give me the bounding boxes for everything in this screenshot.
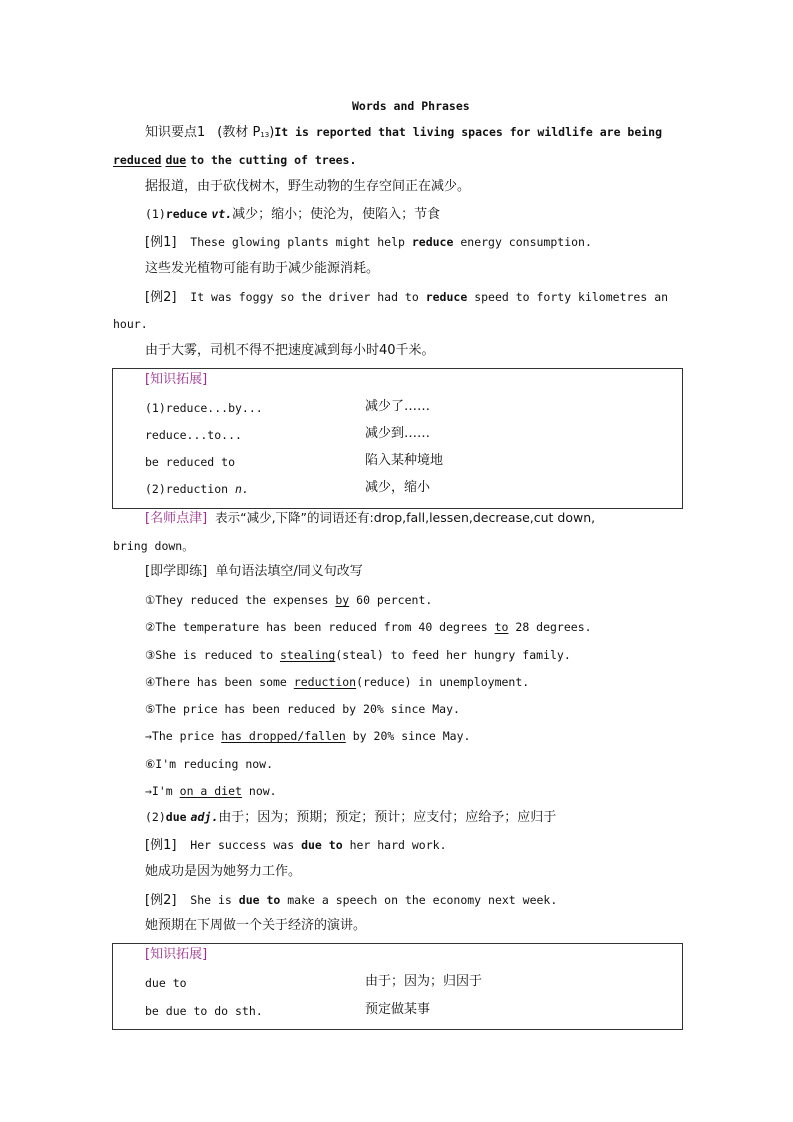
answer-blank: by (335, 593, 350, 607)
practice-q6-rewrite: →I'm on a diet now. (145, 784, 277, 798)
answer-blank: stealing (279, 648, 336, 662)
key-sentence-part2: to the cutting of trees. (190, 153, 357, 167)
reduce-example-2: [例2] It was foggy so the driver had to reduce speed to forty kilometres an (145, 290, 669, 305)
key-word-due: due (165, 153, 187, 167)
reduce-definition: (1)reduce vt.减少；缩小；使沦为，使陷入；节食 (145, 207, 441, 222)
box1-row-4-zh: 减少，缩小 (365, 480, 431, 495)
practice-heading: [即学即练] 单句语法填空/同义句改写 (145, 564, 363, 579)
key-point-line (145, 124, 662, 143)
key-sentence-line2 (113, 152, 356, 168)
key-point-label: 知识要点1 (145, 125, 206, 140)
source-ref: (教材 P13) (217, 125, 275, 140)
answer-blank: on a diet (179, 784, 242, 798)
key-sentence-part1: It is reported that living spaces for wildlife are being (274, 125, 663, 139)
box1-row-2-zh: 减少到…… (365, 426, 431, 441)
page-title: Words and Phrases (352, 99, 470, 113)
practice-q5-rewrite: →The price has dropped/fallen by 20% since May. (145, 729, 471, 743)
box1-row-1-zh: 减少了…… (365, 399, 431, 414)
key-word-reduced: reduced (113, 153, 162, 167)
reduce-example-1-translation: 这些发光植物可能有助于减少能源消耗。 (145, 261, 380, 276)
reduce-example-2-cont: hour. (113, 317, 148, 331)
knowledge-box-1-header: [知识拓展] (145, 372, 208, 387)
teacher-tip-label: [名师点津] (145, 511, 208, 526)
answer-blank: reduction (293, 675, 357, 689)
due-definition: (2)due adj.由于；因为；预期；预定；预计；应支付；应给予；应归于 (145, 810, 557, 825)
practice-q6: ⑥I'm reducing now. (145, 757, 274, 771)
due-example-2: [例2] She is due to make a speech on the economy next week. (145, 893, 558, 908)
practice-q3: ③She is reduced to stealing(steal) to feed her hungry family. (145, 648, 571, 662)
box1-row-1-en: (1)reduce...by... (145, 401, 263, 415)
due-example-1: [例1] Her success was due to her hard work. (145, 838, 447, 853)
box1-row-4-en: (2)reduction n. (145, 482, 249, 496)
practice-q4: ④There has been some reduction(reduce) in unemployment. (145, 675, 530, 689)
reduce-example-2-translation: 由于大雾，司机不得不把速度减到每小时40千米。 (145, 343, 435, 358)
answer-blank: to (494, 620, 509, 634)
box1-row-3-zh: 陷入某种境地 (365, 453, 444, 468)
box1-row-2-en: reduce...to... (145, 428, 242, 442)
answer-blank: has dropped/fallen (221, 729, 346, 743)
teacher-tip: [名师点津] 表示“减少,下降”的词语还有:drop,fall,lessen,decrease,cut down, (145, 510, 596, 526)
box2-row-2-zh: 预定做某事 (365, 1002, 431, 1017)
box2-row-1-zh: 由于；因为；归因于 (365, 974, 483, 989)
due-example-1-translation: 她成功是因为她努力工作。 (145, 864, 302, 879)
practice-q1: ①They reduced the expenses by 60 percent. (145, 593, 433, 607)
practice-q5: ⑤The price has been reduced by 20% since May. (145, 702, 460, 716)
box2-row-2-en: be due to do sth. (145, 1004, 263, 1018)
key-sentence-translation: 据报道，由于砍伐树木，野生动物的生存空间正在减少。 (145, 179, 471, 194)
due-example-2-translation: 她预期在下周做一个关于经济的演讲。 (145, 918, 367, 933)
box1-row-3-en: be reduced to (145, 455, 236, 469)
teacher-tip-cont: bring down。 (113, 539, 194, 553)
practice-q2: ②The temperature has been reduced from 40 degrees to 28 degrees. (145, 620, 592, 634)
reduce-example-1: [例1] These glowing plants might help reduce energy consumption. (145, 235, 592, 250)
box2-row-1-en: due to (145, 976, 187, 990)
knowledge-box-2-header: [知识拓展] (145, 947, 208, 962)
